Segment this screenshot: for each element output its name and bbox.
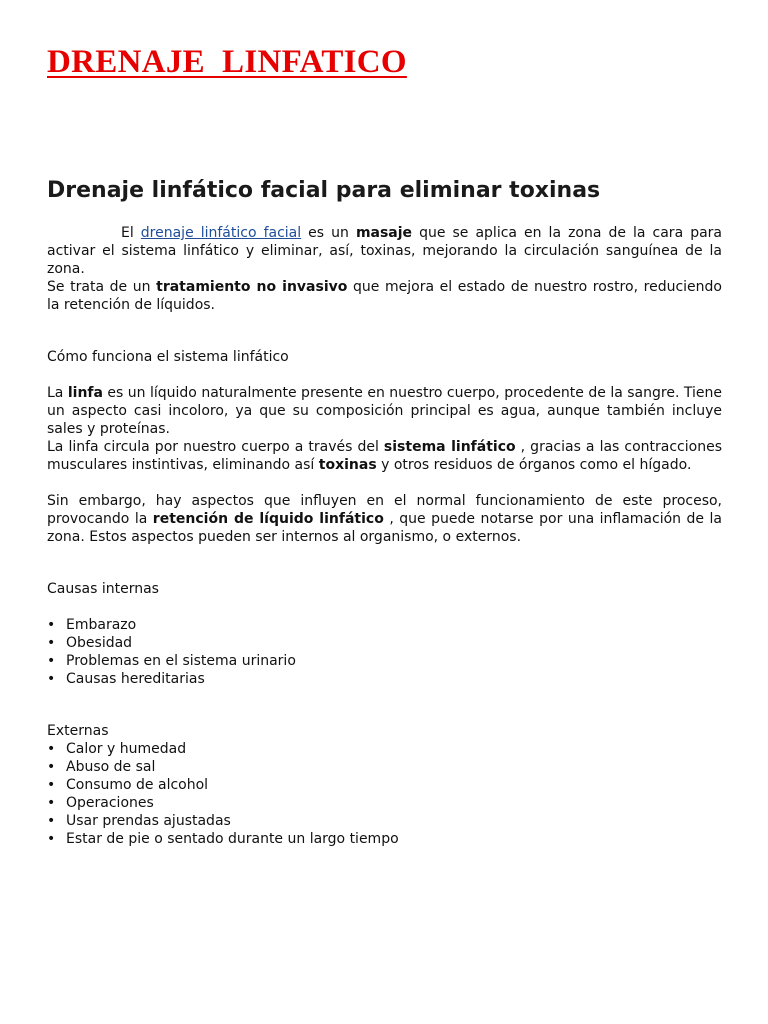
section-heading-external-causes: Externas xyxy=(47,723,109,739)
circulation-text-mid: , gracias a las contracciones musculares instintivas, eliminando así xyxy=(47,439,722,473)
intro-text-post: que se aplica en la zona de la cara para activar el sistema linfático y eliminar, así, toxinas, mejorando la circulación sanguínea de la zona. xyxy=(47,225,722,277)
spacer xyxy=(47,546,722,580)
bullet-icon: • xyxy=(47,831,56,847)
treatment-text-post: que mejora el estado de nuestro rostro, reduciendo la retención de líquidos. xyxy=(47,279,722,313)
retention-bold: retención de líquido linfático xyxy=(152,511,384,527)
list-item-text: Estar de pie o sentado durante un largo tiempo xyxy=(66,831,399,847)
list-item xyxy=(47,758,722,776)
lymph-paragraph xyxy=(47,384,722,438)
document-body xyxy=(47,224,722,848)
list-item-text: Operaciones xyxy=(66,795,154,811)
list-item xyxy=(47,670,722,688)
list-item-text: Calor y humedad xyxy=(66,741,187,757)
lymph-bold: linfa xyxy=(67,385,103,401)
list-item xyxy=(47,776,722,794)
bullet-icon: • xyxy=(47,795,56,811)
retention-text-pre: Sin embargo, hay aspectos que influyen en el normal funcionamiento de este proceso, provocando la xyxy=(47,493,722,527)
internal-causes-list xyxy=(47,616,722,688)
list-item xyxy=(47,830,722,848)
bullet-icon: • xyxy=(47,741,56,757)
subtitle: Drenaje linfático facial para eliminar toxinas xyxy=(47,178,601,203)
circulation-paragraph xyxy=(47,438,722,474)
list-item xyxy=(47,616,722,634)
bullet-icon: • xyxy=(47,671,56,687)
retention-text-post: , que puede notarse por una inflamación de la zona. Estos aspectos pueden ser internos al organismo, o externos. xyxy=(47,511,722,545)
bullet-icon: • xyxy=(47,813,56,829)
circulation-text-pre: La linfa circula por nuestro cuerpo a través del xyxy=(47,439,384,455)
list-item-text: Causas hereditarias xyxy=(66,671,205,687)
spacer xyxy=(47,598,722,616)
circulation-text-post: y otros residuos de órganos como el hígado. xyxy=(376,457,692,473)
circulation-bold-system: sistema linfático xyxy=(383,439,516,455)
bullet-icon: • xyxy=(47,777,56,793)
retention-paragraph xyxy=(47,492,722,546)
list-item xyxy=(47,652,722,670)
external-causes-list xyxy=(47,740,722,848)
intro-text-pre: El xyxy=(121,225,141,241)
spacer xyxy=(47,314,722,348)
bullet-icon: • xyxy=(47,635,56,651)
list-item-text: Usar prendas ajustadas xyxy=(66,813,231,829)
list-item xyxy=(47,740,722,758)
spacer xyxy=(47,688,722,722)
treatment-text-pre: Se trata de un xyxy=(47,279,157,295)
list-item xyxy=(47,794,722,812)
list-item-text: Problemas en el sistema urinario xyxy=(66,653,296,669)
spacer xyxy=(47,366,722,384)
intro-paragraph xyxy=(47,224,722,278)
intro-text-mid: es un xyxy=(301,225,356,241)
lymph-text-pre: La xyxy=(47,385,68,401)
list-item-text: Consumo de alcohol xyxy=(66,777,209,793)
main-title: DRENAJE LINFATICO xyxy=(47,44,407,80)
section-heading-lymph-system: Cómo funciona el sistema linfático xyxy=(47,349,289,365)
bullet-icon: • xyxy=(47,759,56,775)
lymph-text-post: es un líquido naturalmente presente en nuestro cuerpo, procedente de la sangre. Tiene un aspecto casi incoloro, ya que su composición principal es agua, aunque también incluye sales y proteínas. xyxy=(47,385,722,437)
drenaje-link[interactable]: drenaje linfático facial xyxy=(140,225,302,241)
intro-bold-masaje: masaje xyxy=(355,225,413,241)
spacer xyxy=(47,474,722,492)
bullet-icon: • xyxy=(47,653,56,669)
list-item-text: Embarazo xyxy=(66,617,137,633)
treatment-bold: tratamiento no invasivo xyxy=(156,279,348,295)
list-item-text: Obesidad xyxy=(66,635,133,651)
bullet-icon: • xyxy=(47,617,56,633)
treatment-paragraph xyxy=(47,278,722,314)
list-item xyxy=(47,634,722,652)
list-item-text: Abuso de sal xyxy=(66,759,156,775)
list-item xyxy=(47,812,722,830)
section-heading-internal-causes: Causas internas xyxy=(47,581,159,597)
circulation-bold-toxins: toxinas xyxy=(318,457,377,473)
